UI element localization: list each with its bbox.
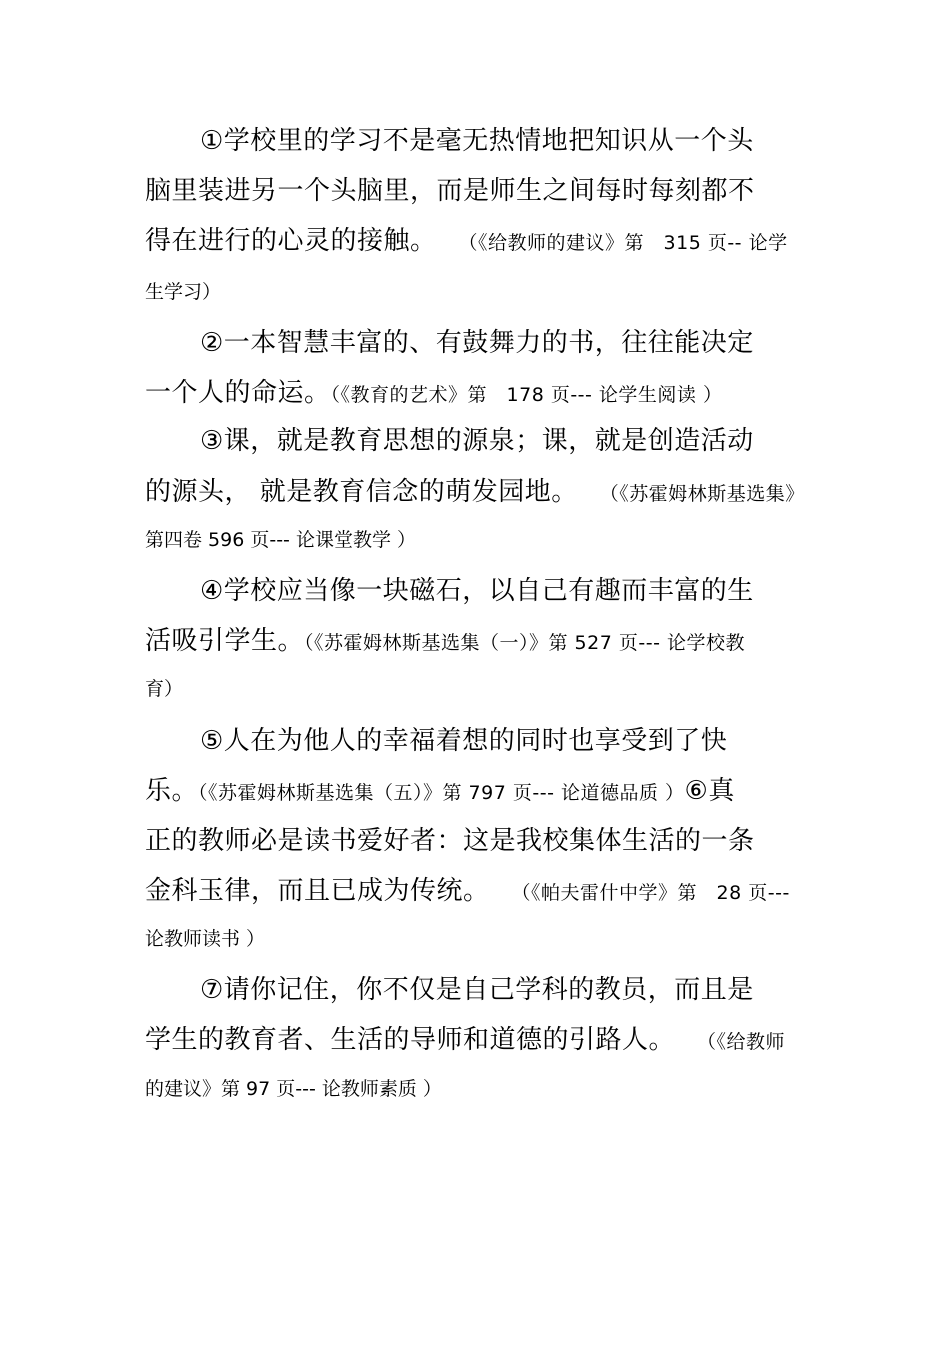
quote-text: ⑤人在为他人的幸福着想的同时也享受到了快 [200, 726, 728, 756]
quote-7-line-2 [145, 1027, 785, 1053]
quote-text: ①学校里的学习不是毫无热情地把知识从一个头 [200, 126, 754, 156]
citation: 第四卷 596 页--- 论课堂教学 ） [145, 529, 416, 551]
quote-3-line-1 [200, 428, 754, 454]
quote-7-line-3 [145, 1080, 442, 1099]
citation: （《苏霍姆林斯基选集（一）》第 527 页--- 论学校教 [304, 632, 745, 654]
quote-6-line-2 [145, 878, 790, 904]
quote-text: 正的教师必是读书爱好者：这是我校集体生活的一条 [145, 826, 755, 856]
quote-6-line-3 [145, 930, 265, 949]
citation: 的建议》第 97 页--- 论教师素质 ） [145, 1078, 442, 1100]
quote-text: 乐。 [145, 776, 199, 806]
quote-3-line-3 [145, 531, 416, 550]
quote-1-line-4 [145, 283, 221, 302]
quote-1-line-3 [145, 228, 788, 254]
quote-4-line-2 [145, 628, 745, 654]
citation: （《苏霍姆林斯基选集》 [599, 483, 805, 505]
quote-text: 金科玉律，而且已成为传统。 [145, 876, 490, 906]
citation: （《帕夫雷什中学》第 28 页--- [511, 882, 790, 904]
quote-4-line-3 [145, 680, 183, 699]
quote-text: ⑦请你记住，你不仅是自己学科的教员，而且是 [200, 975, 754, 1005]
quote-text: ②一本智慧丰富的、有鼓舞力的书，往往能决定 [200, 328, 754, 358]
quote-text: ⑥真 [684, 776, 735, 806]
quote-text: 学生的教育者、生活的导师和道德的引路人。 [145, 1025, 676, 1055]
quote-5-line-2 [145, 778, 735, 804]
citation: （《给教师 [697, 1031, 786, 1053]
quote-text: 脑里装进另一个头脑里，而是师生之间每时每刻都不 [145, 176, 755, 206]
citation: 论教师读书 ） [145, 928, 266, 950]
quote-text: 的源头， 就是教育信念的萌发园地。 [145, 477, 578, 507]
quote-text: ③课，就是教育思想的源泉；课，就是创造活动 [200, 426, 754, 456]
quote-7-line-1 [200, 977, 754, 1003]
quote-4-line-1 [200, 578, 754, 604]
quote-text: 活吸引学生。 [145, 626, 305, 656]
quote-5-line-1 [200, 728, 727, 754]
quote-2-line-1 [200, 330, 754, 356]
quote-3-line-2 [145, 479, 805, 505]
citation: （《教育的艺术》第 178 页--- 论学生阅读 ） [330, 384, 723, 406]
citation: （《苏霍姆林斯基选集（五）》第 797 页--- 论道德品质 ） [198, 782, 685, 804]
quote-1-line-1 [200, 128, 754, 154]
quote-2-line-2 [145, 380, 722, 406]
citation: （《给教师的建议》第 315 页-- 论学 [458, 232, 788, 254]
quote-1-line-2 [145, 178, 755, 204]
quote-text: 一个人的命运。 [145, 378, 331, 408]
quote-text: 得在进行的心灵的接触。 [145, 226, 437, 256]
quote-text: ④学校应当像一块磁石，以自己有趣而丰富的生 [200, 576, 754, 606]
citation: 生学习） [145, 281, 222, 303]
quote-6-line-1 [145, 828, 755, 854]
citation: 育） [145, 678, 184, 700]
